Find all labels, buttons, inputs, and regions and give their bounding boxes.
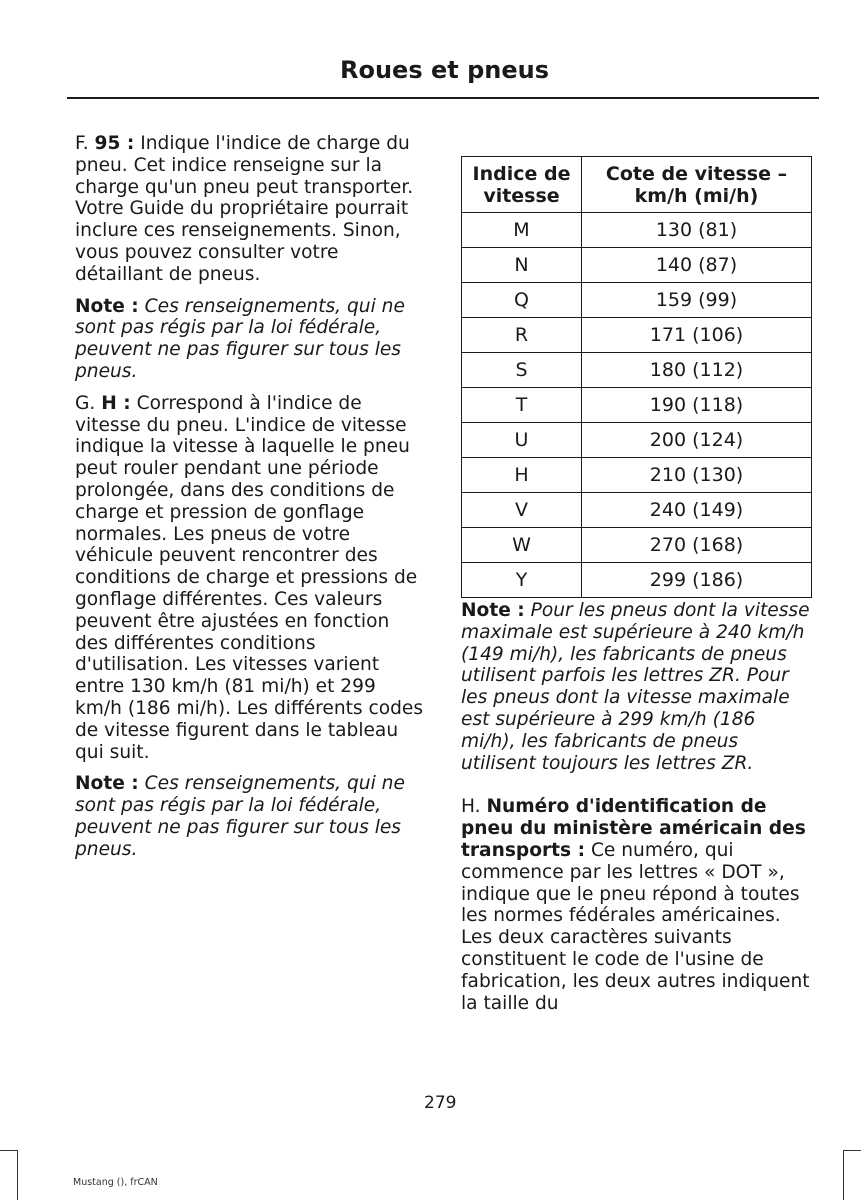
- table-row: [462, 458, 812, 493]
- speed-rating-table: [461, 156, 812, 598]
- table-header-cell: Indice de vitesse: [462, 157, 582, 213]
- table-cell: V: [462, 493, 582, 528]
- note-label: Note :: [75, 295, 139, 317]
- item-prefix: F.: [75, 133, 89, 154]
- item-text: Indique l'indice de charge du pneu. Cet indice renseigne sur la charge qu'un pneu peut transporter. Votre Guide du propriétaire pourrait inclure ces renseignements. Sinon, vous pouvez consulter votre détaillant de pneus.: [75, 133, 414, 285]
- table-cell: 180 (112): [582, 353, 812, 388]
- item-prefix: G.: [75, 392, 96, 414]
- item-label: H :: [101, 392, 131, 414]
- table-row: [462, 423, 812, 458]
- paragraph-h: [461, 796, 814, 1014]
- page-title: Roues et pneus: [340, 56, 549, 84]
- note-2: [75, 773, 428, 860]
- table-cell: 299 (186): [582, 563, 812, 598]
- table-header-row: [462, 157, 812, 213]
- item-text: Ce numéro, qui commence par les lettres « DOT », indique que le pneu répond à toutes les normes fédérales américaines. Les deux caractères suivants constituent le code de l'usine de fabrication, les deux autres indiquent la taille du: [461, 839, 810, 1014]
- table-cell: 159 (99): [582, 283, 812, 318]
- left-column: [75, 133, 428, 871]
- table-cell: T: [462, 388, 582, 423]
- table-row: [462, 283, 812, 318]
- table-row: [462, 528, 812, 563]
- item-label: Numéro d'identification de pneu du ministère américain des transports :: [461, 796, 806, 861]
- table-cell: 130 (81): [582, 213, 812, 248]
- note-label: Note :: [461, 600, 525, 621]
- crop-mark: [843, 1150, 844, 1200]
- table-row: [462, 318, 812, 353]
- table-cell: M: [462, 213, 582, 248]
- table-cell: 200 (124): [582, 423, 812, 458]
- right-column: [461, 600, 814, 1024]
- table-row: [462, 213, 812, 248]
- page-number: 279: [424, 1093, 457, 1113]
- crop-mark: [0, 1150, 18, 1151]
- table-row: [462, 563, 812, 598]
- note-label: Note :: [75, 773, 139, 795]
- note-text: Ces renseignements, qui ne sont pas régis par la loi fédérale, peuvent ne pas figurer sur tous les pneus.: [75, 295, 405, 382]
- table-row: [462, 353, 812, 388]
- item-text: Correspond à l'indice de vitesse du pneu. L'indice de vitesse indique la vitesse à laquelle le pneu peut rouler pendant une période prolongée, dans des conditions de charge et pression de gonflage normales. Les pneus de votre véhicule peuvent rencontrer des conditions de charge et pressions de gonflage différentes. Ces valeurs peuvent être ajustées en fonction des différentes conditions d'utilisation. Les vitesses varient entre 130 km/h (81 mi/h) et 299 km/h (186 mi/h). Les différents codes de vitesse figurent dans le tableau qui suit.: [75, 392, 424, 763]
- table-header-cell: Cote de vitesse – km/h (mi/h): [582, 157, 812, 213]
- note-1: [75, 296, 428, 383]
- note-text: Ces renseignements, qui ne sont pas régis par la loi fédérale, peuvent ne pas figurer sur tous les pneus.: [75, 773, 405, 860]
- paragraph-g: [75, 393, 428, 764]
- crop-mark: [843, 1150, 861, 1151]
- paragraph-f: [75, 133, 428, 286]
- table-cell: H: [462, 458, 582, 493]
- table-cell: Y: [462, 563, 582, 598]
- note-text: Pour les pneus dont la vitesse maximale est supérieure à 240 km/h (149 mi/h), les fabricants de pneus utilisent parfois les lettres ZR. Pour les pneus dont la vitesse maximale est supérieure à 299 km/h (186 mi/h), les fabricants de pneus utilisent toujours les lettres ZR.: [461, 600, 810, 774]
- note-3: [461, 600, 814, 774]
- table-cell: 190 (118): [582, 388, 812, 423]
- table-row: [462, 388, 812, 423]
- header-rule: [67, 97, 819, 99]
- table-cell: W: [462, 528, 582, 563]
- item-label: 95 :: [94, 133, 135, 154]
- footer-text: Mustang (), frCAN: [73, 1177, 158, 1188]
- table-cell: N: [462, 248, 582, 283]
- table-cell: 240 (149): [582, 493, 812, 528]
- table-cell: R: [462, 318, 582, 353]
- table-cell: U: [462, 423, 582, 458]
- item-prefix: H.: [461, 796, 481, 818]
- crop-mark: [17, 1150, 18, 1200]
- table-cell: S: [462, 353, 582, 388]
- table-row: [462, 493, 812, 528]
- table-row: [462, 248, 812, 283]
- table-cell: Q: [462, 283, 582, 318]
- table-cell: 210 (130): [582, 458, 812, 493]
- table-cell: 270 (168): [582, 528, 812, 563]
- table-cell: 171 (106): [582, 318, 812, 353]
- table-cell: 140 (87): [582, 248, 812, 283]
